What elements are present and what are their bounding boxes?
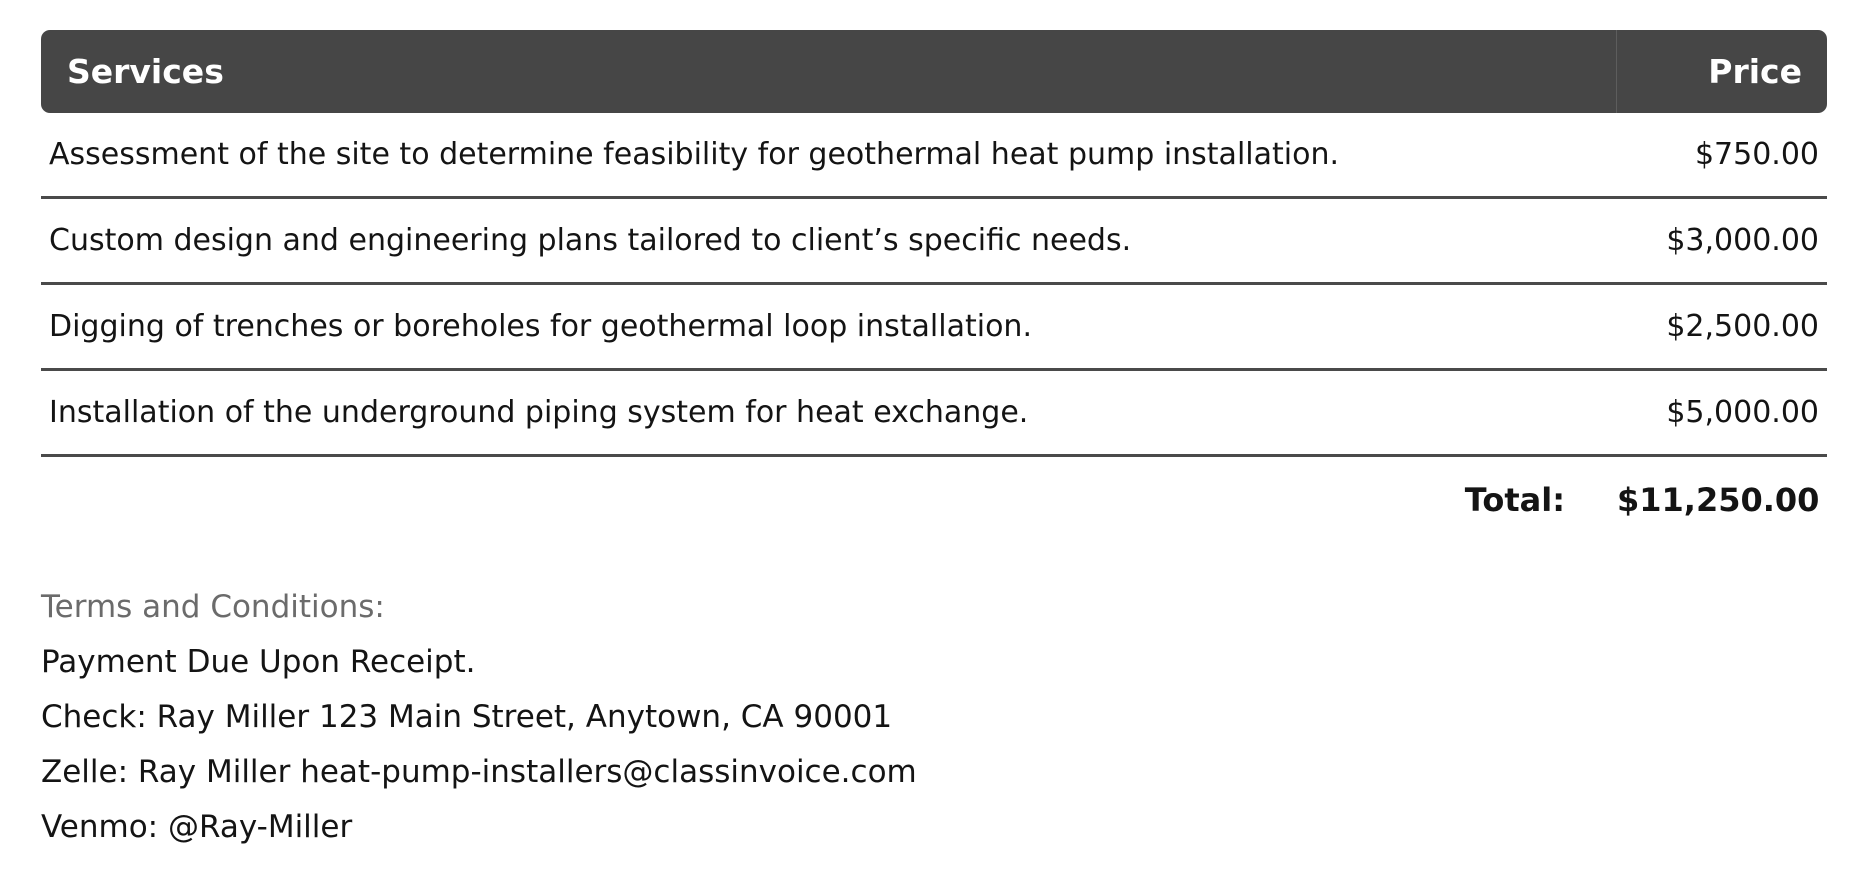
terms-section bbox=[41, 580, 1827, 855]
table-row bbox=[41, 285, 1827, 371]
invoice-document bbox=[41, 30, 1827, 855]
service-price: $750.00 bbox=[1694, 137, 1819, 172]
terms-line-zelle: Zelle: Ray Miller heat-pump-installers@classinvoice.com bbox=[41, 754, 917, 790]
table-row bbox=[41, 371, 1827, 457]
terms-line-check: Check: Ray Miller 123 Main Street, Anytown, CA 90001 bbox=[41, 699, 893, 735]
column-header-price: Price bbox=[1616, 30, 1827, 113]
total-label: Total: bbox=[1464, 481, 1565, 519]
service-price: $3,000.00 bbox=[1666, 223, 1819, 258]
service-description: Installation of the underground piping system for heat exchange. bbox=[49, 395, 1029, 430]
service-price: $2,500.00 bbox=[1666, 309, 1819, 344]
total-value: $11,250.00 bbox=[1617, 481, 1820, 519]
service-description: Digging of trenches or boreholes for geothermal loop installation. bbox=[49, 309, 1032, 344]
column-header-services: Services bbox=[67, 52, 224, 91]
table-row bbox=[41, 113, 1827, 199]
service-description: Custom design and engineering plans tailored to client’s specific needs. bbox=[49, 223, 1132, 258]
service-price: $5,000.00 bbox=[1666, 395, 1819, 430]
terms-line-venmo: Venmo: @Ray-Miller bbox=[41, 809, 353, 845]
terms-line-payment: Payment Due Upon Receipt. bbox=[41, 644, 476, 680]
services-table-header bbox=[41, 30, 1827, 113]
terms-heading: Terms and Conditions: bbox=[41, 589, 385, 625]
service-description: Assessment of the site to determine feasibility for geothermal heat pump installation. bbox=[49, 137, 1339, 172]
total-row bbox=[41, 457, 1827, 543]
table-row bbox=[41, 199, 1827, 285]
